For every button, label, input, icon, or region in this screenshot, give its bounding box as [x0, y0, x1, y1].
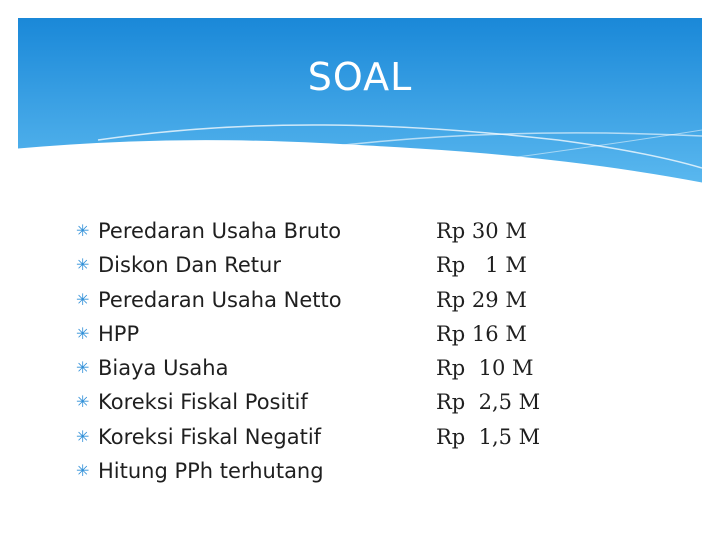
slide-title: SOAL: [307, 55, 413, 99]
value-list: [436, 214, 540, 454]
list-item: [76, 283, 342, 317]
asterisk-bullet-icon: ✳: [76, 289, 90, 309]
item-label: Koreksi Fiskal Negatif: [98, 424, 322, 449]
list-item: [76, 454, 342, 488]
list-item: [76, 351, 342, 385]
title-banner: [18, 18, 702, 198]
list-item: [76, 317, 342, 351]
list-item: [76, 248, 342, 282]
item-label: Peredaran Usaha Bruto: [98, 219, 342, 243]
bullet-list: [76, 214, 342, 488]
item-value: Rp 30 M: [436, 219, 527, 243]
item-label: HPP: [98, 321, 140, 346]
asterisk-bullet-icon: ✳: [76, 461, 90, 481]
list-item: [76, 420, 342, 454]
item-label: Koreksi Fiskal Positif: [98, 390, 308, 415]
item-label: Diskon Dan Retur: [98, 253, 281, 278]
asterisk-bullet-icon: ✳: [76, 255, 90, 275]
list-item: [76, 214, 342, 248]
item-label: Biaya Usaha: [98, 356, 229, 381]
list-item: [76, 385, 342, 419]
item-label: Hitung PPh terhutang: [98, 459, 324, 484]
item-value: Rp 16 M: [436, 321, 527, 346]
asterisk-bullet-icon: ✳: [76, 426, 90, 446]
asterisk-bullet-icon: ✳: [76, 392, 90, 412]
item-value: Rp 2,5 M: [436, 390, 541, 415]
item-value: Rp 10 M: [436, 356, 534, 381]
wave-background: [18, 18, 702, 198]
asterisk-bullet-icon: ✳: [76, 358, 90, 378]
item-label: Peredaran Usaha Netto: [98, 287, 342, 312]
asterisk-bullet-icon: ✳: [76, 221, 90, 240]
asterisk-bullet-icon: ✳: [76, 323, 90, 343]
item-value: Rp 1 M: [436, 253, 527, 278]
item-value: Rp 1,5 M: [436, 424, 541, 449]
item-value: Rp 29 M: [436, 287, 527, 312]
